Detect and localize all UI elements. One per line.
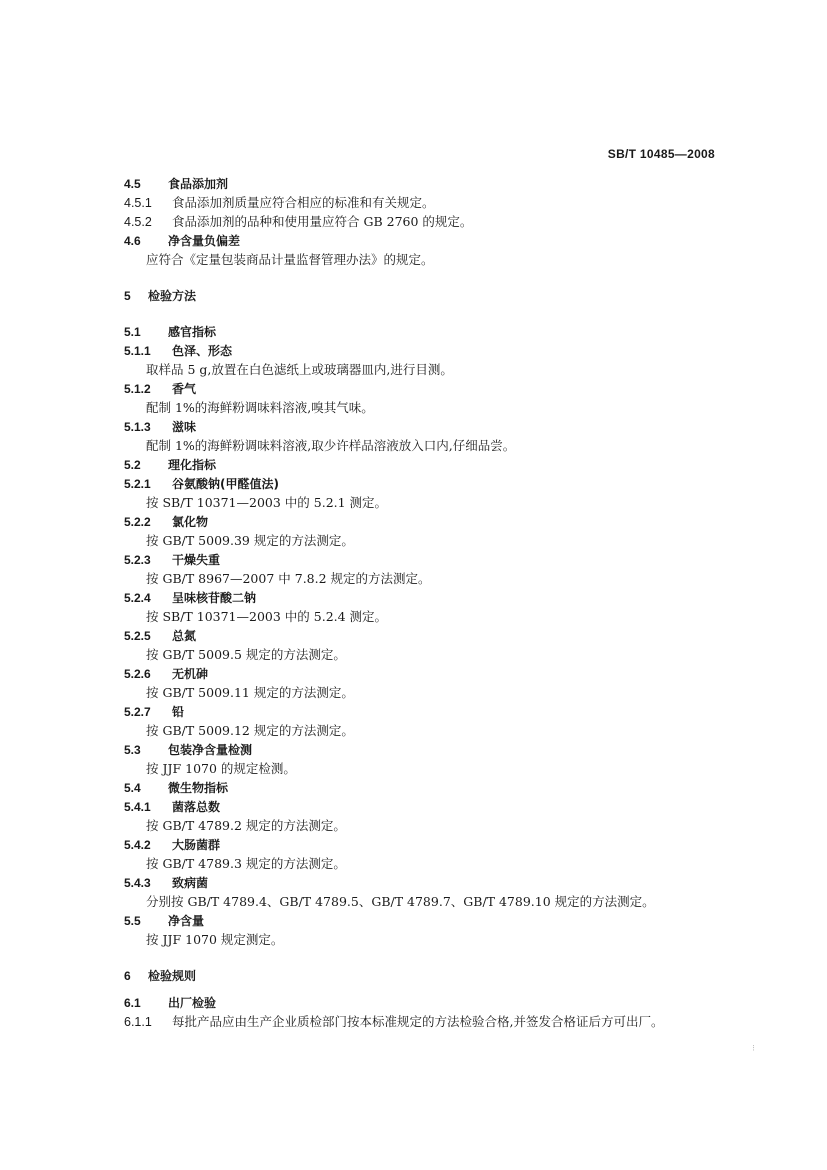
scan-mark: ⁝ [752, 1044, 755, 1054]
section-number: 5.2.3 [124, 553, 151, 567]
section-heading [124, 740, 724, 759]
body-paragraph [124, 816, 724, 835]
paragraph-text: 配制 1%的海鲜粉调味料溶液,嗅其气味。 [146, 400, 374, 415]
section-title: 色泽、形态 [172, 344, 233, 358]
section-title: 呈味核苷酸二钠 [172, 591, 257, 605]
section-number: 5.1.3 [124, 420, 151, 434]
section-title: 净含量 [168, 914, 205, 928]
paragraph-text: 按 JJF 1070 规定测定。 [146, 932, 284, 947]
paragraph-text: 按 GB/T 4789.3 规定的方法测定。 [146, 856, 346, 871]
paragraph-text: 按 GB/T 8967—2007 中 7.8.2 规定的方法测定。 [146, 571, 431, 586]
section-heading [124, 231, 724, 250]
body-paragraph [124, 645, 724, 664]
section-number: 5.4.1 [124, 800, 151, 814]
section-number: 6 [124, 969, 131, 983]
section-heading [124, 512, 724, 531]
chapter-heading [124, 966, 724, 985]
section-title: 大肠菌群 [172, 838, 221, 852]
section-number: 4.5.1 [124, 196, 152, 210]
paragraph-text: 按 JJF 1070 的规定检测。 [146, 761, 296, 776]
section-title: 净含量负偏差 [168, 234, 241, 248]
section-number: 5.1.2 [124, 382, 151, 396]
paragraph-text: 按 GB/T 5009.39 规定的方法测定。 [146, 533, 354, 548]
section-heading [124, 835, 724, 854]
body-paragraph [124, 531, 724, 550]
standard-code: SB/T 10485—2008 [607, 147, 715, 161]
section-heading [124, 993, 724, 1012]
section-heading [124, 379, 724, 398]
clause [124, 1012, 724, 1031]
section-title: 微生物指标 [168, 781, 229, 795]
body-paragraph [124, 930, 724, 949]
paragraph-text: 按 SB/T 10371—2003 中的 5.2.1 测定。 [146, 495, 388, 510]
document-body [124, 174, 724, 1031]
section-title: 总氮 [172, 629, 197, 643]
section-title: 理化指标 [168, 458, 217, 472]
paragraph-text: 按 GB/T 5009.11 规定的方法测定。 [146, 685, 354, 700]
section-heading [124, 664, 724, 683]
section-title: 氯化物 [172, 515, 209, 529]
clause [124, 212, 724, 231]
paragraph-text: 取样品 5 g,放置在白色滤纸上或玻璃器皿内,进行目测。 [146, 362, 453, 377]
section-number: 5.2.6 [124, 667, 151, 681]
section-number: 5.3 [124, 743, 141, 757]
section-heading [124, 417, 724, 436]
body-paragraph [124, 607, 724, 626]
spacer [124, 269, 724, 286]
body-paragraph [124, 759, 724, 778]
section-number: 5 [124, 289, 131, 303]
section-heading [124, 341, 724, 360]
section-number: 5.2.1 [124, 477, 151, 491]
section-number: 5.4 [124, 781, 141, 795]
section-heading [124, 322, 724, 341]
section-title: 包装净含量检测 [168, 743, 253, 757]
section-heading [124, 778, 724, 797]
section-title: 无机砷 [172, 667, 209, 681]
section-heading [124, 626, 724, 645]
body-paragraph [124, 569, 724, 588]
section-heading [124, 550, 724, 569]
section-heading [124, 474, 724, 493]
section-number: 5.1 [124, 325, 141, 339]
section-number: 4.5 [124, 177, 141, 191]
section-number: 4.6 [124, 234, 141, 248]
clause-text: 每批产品应由生产企业质检部门按本标准规定的方法检验合格,并签发合格证后方可出厂。 [172, 1014, 664, 1029]
section-heading [124, 702, 724, 721]
section-heading [124, 797, 724, 816]
paragraph-text: 按 SB/T 10371—2003 中的 5.2.4 测定。 [146, 609, 388, 624]
paragraph-text: 配制 1%的海鲜粉调味料溶液,取少许样品溶液放入口内,仔细品尝。 [146, 438, 516, 453]
body-paragraph [124, 398, 724, 417]
section-number: 5.2.2 [124, 515, 151, 529]
section-number: 4.5.2 [124, 215, 152, 229]
section-number: 5.4.2 [124, 838, 151, 852]
section-title: 检验规则 [148, 969, 197, 983]
section-title: 菌落总数 [172, 800, 221, 814]
paragraph-text: 应符合《定量包装商品计量监督管理办法》的规定。 [146, 252, 434, 267]
body-paragraph [124, 683, 724, 702]
section-heading [124, 455, 724, 474]
spacer [124, 305, 724, 322]
section-number: 5.2.5 [124, 629, 151, 643]
body-paragraph [124, 250, 724, 269]
section-title: 出厂检验 [168, 996, 217, 1010]
section-title: 香气 [172, 382, 197, 396]
section-number: 5.4.3 [124, 876, 151, 890]
section-title: 谷氨酸钠(甲醛值法) [172, 477, 279, 491]
body-paragraph [124, 854, 724, 873]
section-number: 5.2.4 [124, 591, 151, 605]
section-title: 致病菌 [172, 876, 209, 890]
section-title: 干燥失重 [172, 553, 221, 567]
body-paragraph [124, 493, 724, 512]
section-number: 6.1.1 [124, 1015, 152, 1029]
paragraph-text: 按 GB/T 5009.5 规定的方法测定。 [146, 647, 346, 662]
section-number: 5.1.1 [124, 344, 151, 358]
paragraph-text: 按 GB/T 5009.12 规定的方法测定。 [146, 723, 354, 738]
paragraph-text: 分别按 GB/T 4789.4、GB/T 4789.5、GB/T 4789.7、GB/T 4789.10 规定的方法测定。 [146, 894, 655, 909]
section-heading [124, 911, 724, 930]
paragraph-text: 按 GB/T 4789.2 规定的方法测定。 [146, 818, 346, 833]
spacer [124, 949, 724, 966]
section-title: 铅 [172, 705, 185, 719]
clause [124, 193, 724, 212]
section-title: 检验方法 [148, 289, 197, 303]
section-title: 食品添加剂 [168, 177, 229, 191]
clause-text: 食品添加剂的品种和使用量应符合 GB 2760 的规定。 [172, 214, 473, 229]
body-paragraph [124, 721, 724, 740]
section-heading [124, 588, 724, 607]
body-paragraph [124, 436, 724, 455]
clause-text: 食品添加剂质量应符合相应的标准和有关规定。 [172, 195, 435, 210]
chapter-heading [124, 286, 724, 305]
section-heading [124, 174, 724, 193]
section-number: 5.2.7 [124, 705, 151, 719]
section-number: 6.1 [124, 996, 141, 1010]
section-heading [124, 873, 724, 892]
body-paragraph [124, 892, 724, 911]
body-paragraph [124, 360, 724, 379]
section-title: 感官指标 [168, 325, 217, 339]
section-title: 滋味 [172, 420, 197, 434]
section-number: 5.5 [124, 914, 141, 928]
spacer [124, 985, 724, 993]
section-number: 5.2 [124, 458, 141, 472]
